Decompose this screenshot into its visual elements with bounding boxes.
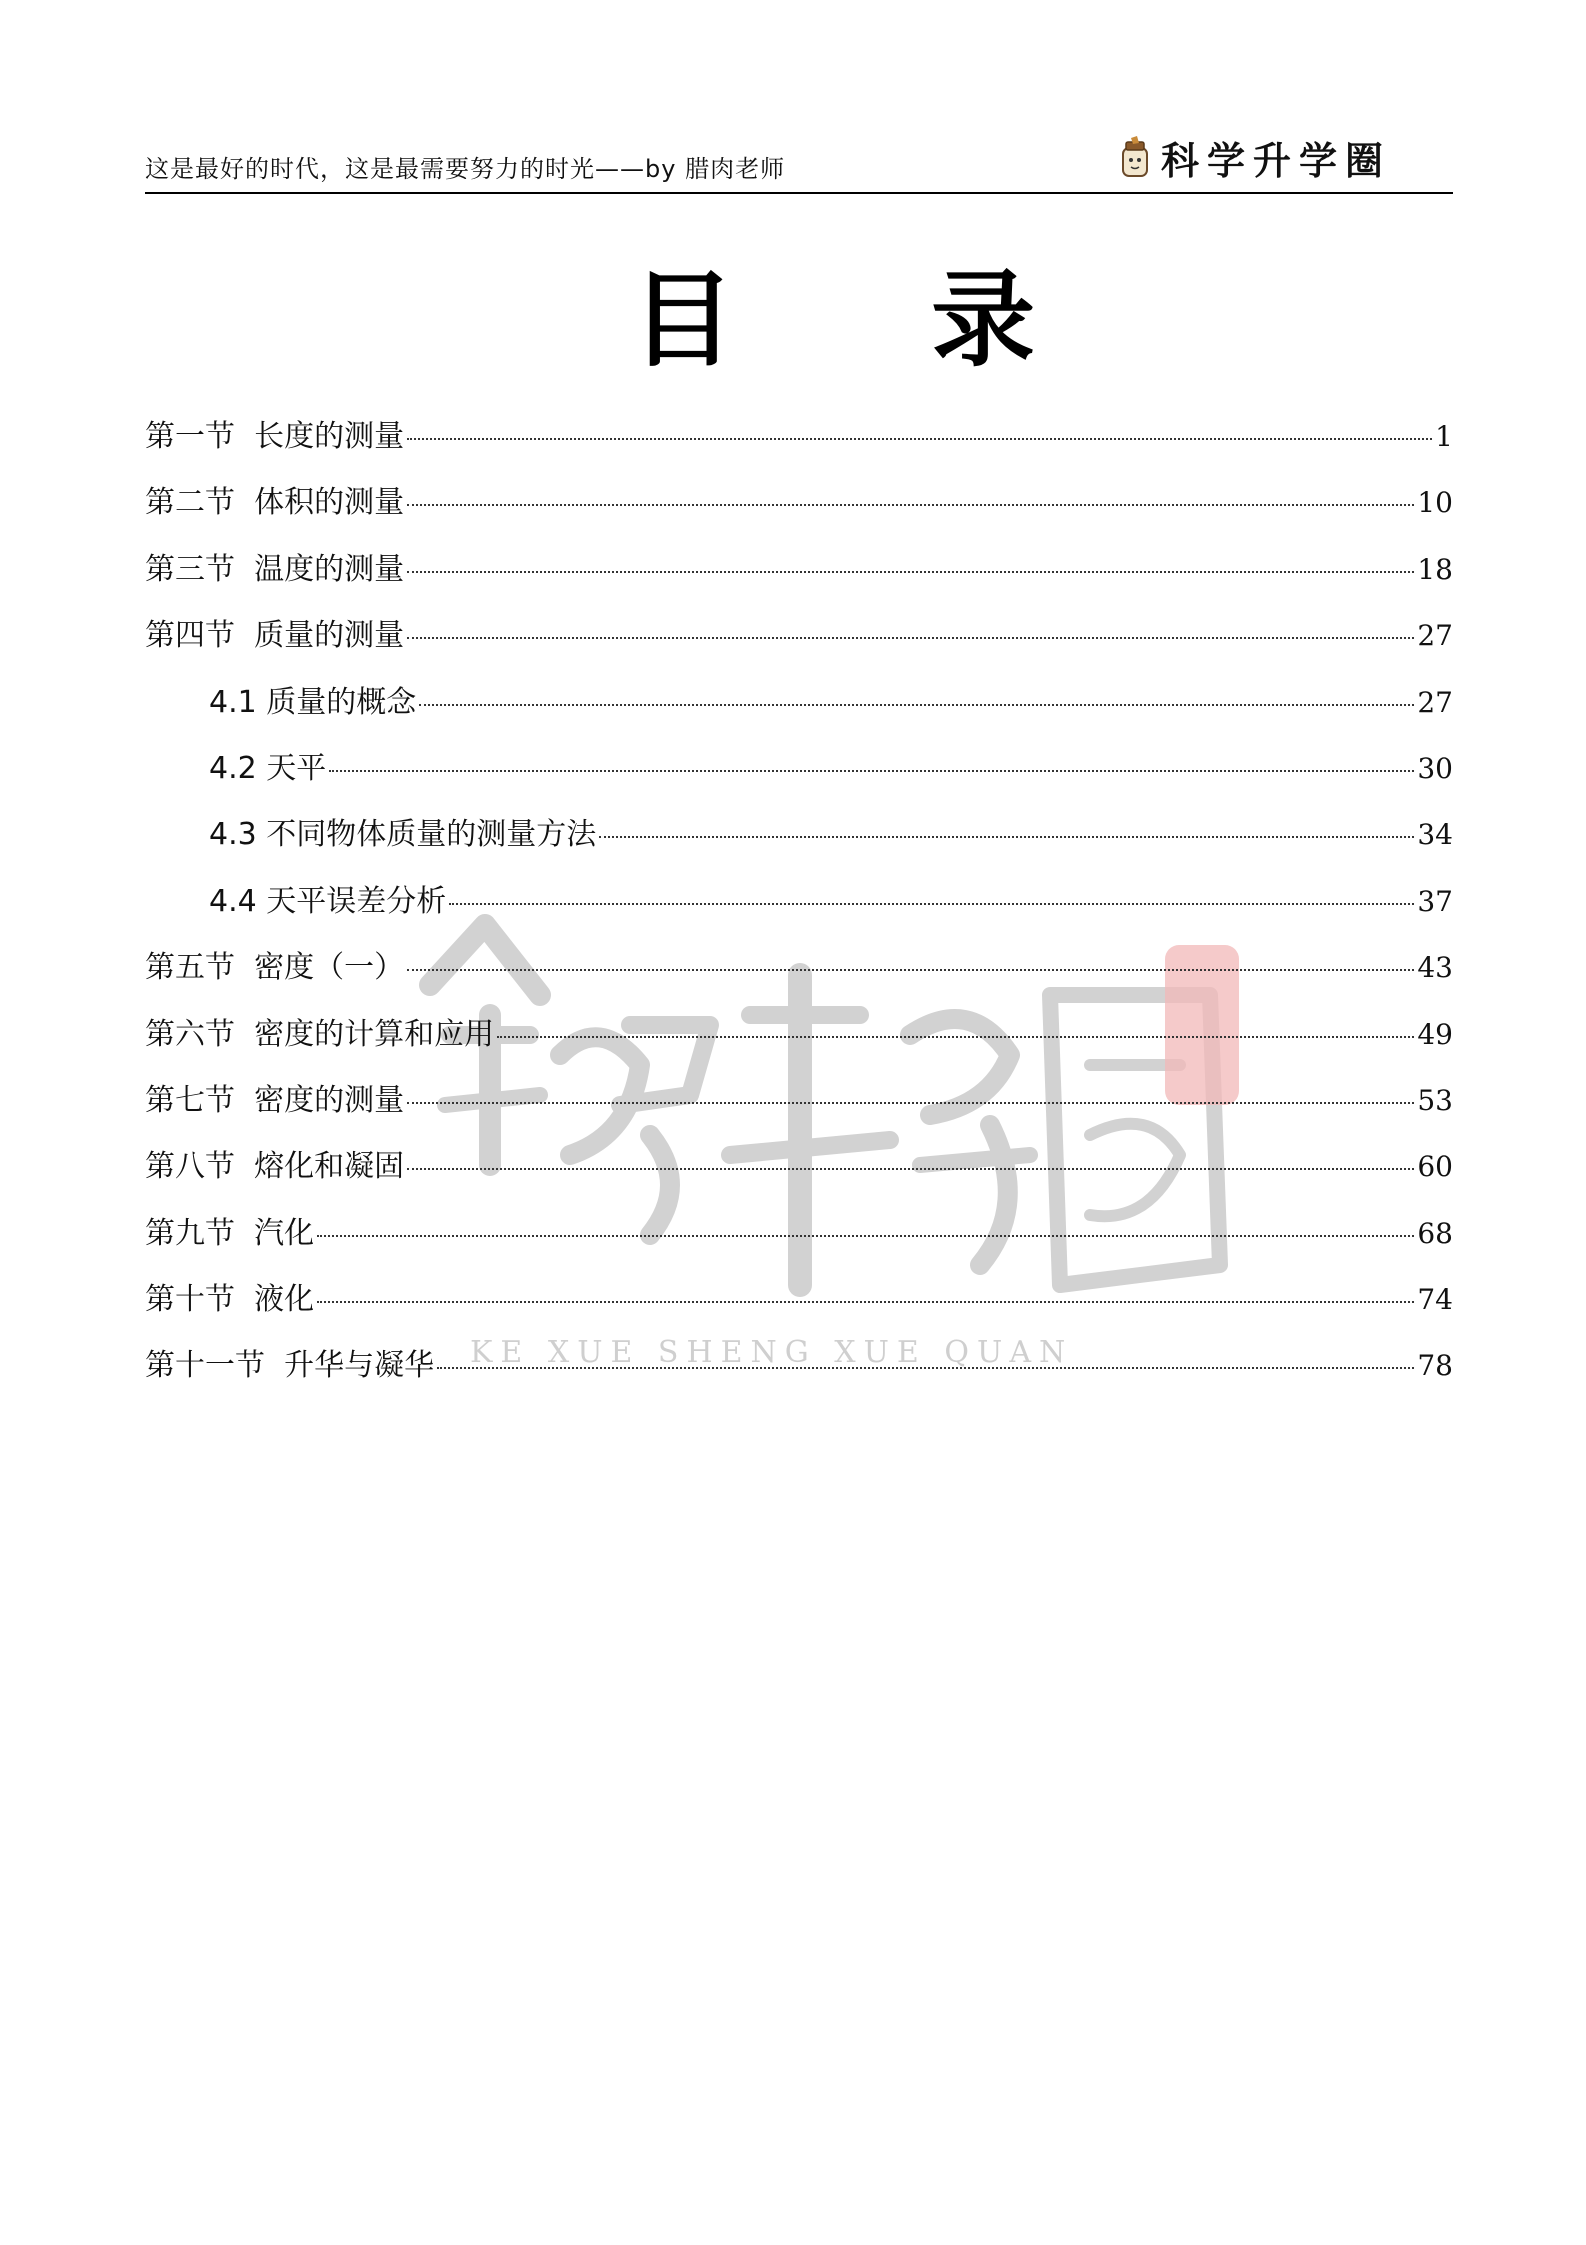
toc-entry-page-number: 37 <box>1417 884 1453 918</box>
toc-dot-leader <box>407 1101 1414 1104</box>
toc-section-entry[interactable] <box>145 478 1453 544</box>
toc-entry-label: 第二节 体积的测量 <box>145 485 405 521</box>
toc-subsection-entry[interactable] <box>145 877 1453 943</box>
toc-entry-page-number: 10 <box>1417 486 1453 520</box>
toc-entry-page-number: 53 <box>1417 1083 1453 1117</box>
toc-entry-page-number: 49 <box>1417 1017 1453 1051</box>
toc-section-entry[interactable] <box>145 1209 1453 1275</box>
toc-entry-page-number: 27 <box>1417 685 1453 719</box>
toc-entry-label: 4.2 天平 <box>209 750 327 786</box>
toc-entry-label: 第三节 温度的测量 <box>145 551 405 587</box>
toc-dot-leader <box>497 1035 1414 1038</box>
toc-dot-leader <box>329 769 1414 772</box>
toc-entry-label: 第九节 汽化 <box>145 1215 315 1251</box>
toc-entry-label: 4.4 天平误差分析 <box>209 883 447 919</box>
toc-dot-leader <box>407 968 1414 971</box>
toc-entry-label: 第十一节 升华与凝华 <box>145 1348 435 1384</box>
toc-dot-leader <box>407 503 1414 506</box>
toc-entry-label: 第四节 质量的测量 <box>145 618 405 654</box>
toc-dot-leader <box>317 1300 1414 1303</box>
toc-entry-page-number: 30 <box>1417 751 1453 785</box>
toc-section-entry[interactable] <box>145 1076 1453 1142</box>
toc-section-entry[interactable] <box>145 943 1453 1009</box>
toc-dot-leader <box>419 703 1414 706</box>
toc-entry-page-number: 68 <box>1417 1216 1453 1250</box>
toc-dot-leader <box>449 902 1414 905</box>
toc-dot-leader <box>407 570 1414 573</box>
toc-subsection-entry[interactable] <box>145 810 1453 876</box>
header-brand <box>1117 136 1391 183</box>
watermark-romanized-text: KE XUE SHENG XUE QUAN <box>470 1335 1074 1370</box>
toc-entry-label: 4.3 不同物体质量的测量方法 <box>209 817 597 853</box>
toc-entry-page-number: 74 <box>1417 1283 1453 1317</box>
toc-entry-label: 第六节 密度的计算和应用 <box>145 1016 495 1052</box>
brand-name: 科学升学圈 <box>1160 139 1391 183</box>
toc-section-entry[interactable] <box>145 412 1453 478</box>
toc-dot-leader <box>437 1366 1414 1369</box>
toc-section-entry[interactable] <box>145 611 1453 677</box>
toc-entry-label: 第十节 液化 <box>145 1282 315 1318</box>
toc-entry-page-number: 1 <box>1435 420 1453 453</box>
toc-dot-leader <box>407 437 1432 440</box>
toc-subsection-entry[interactable] <box>145 744 1453 810</box>
toc-section-entry[interactable] <box>145 545 1453 611</box>
toc-entry-label: 第五节 密度（一） <box>145 950 405 986</box>
toc-entry-label: 第一节 长度的测量 <box>145 419 405 454</box>
toc-entry-label: 第七节 密度的测量 <box>145 1082 405 1118</box>
page-header <box>145 110 1453 194</box>
toc-entry-page-number: 18 <box>1417 552 1453 586</box>
toc-entry-page-number: 78 <box>1417 1349 1453 1383</box>
page-title: 目 录 <box>630 259 1116 381</box>
toc-dot-leader <box>599 835 1414 838</box>
toc-dot-leader <box>407 636 1414 639</box>
table-of-contents <box>145 412 1453 1408</box>
jar-mascot-icon <box>1117 136 1153 180</box>
toc-section-entry[interactable] <box>145 1142 1453 1208</box>
toc-section-entry[interactable] <box>145 1010 1453 1076</box>
toc-entry-page-number: 27 <box>1417 619 1453 653</box>
toc-entry-label: 第八节 熔化和凝固 <box>145 1149 405 1185</box>
toc-entry-page-number: 60 <box>1417 1150 1453 1184</box>
toc-subsection-entry[interactable] <box>145 678 1453 744</box>
toc-dot-leader <box>407 1167 1414 1170</box>
toc-entry-label: 4.1 质量的概念 <box>209 684 417 720</box>
header-motto: 这是最好的时代，这是最需要努力的时光——by 腊肉老师 <box>145 155 786 183</box>
toc-entry-page-number: 43 <box>1417 951 1453 985</box>
toc-section-entry[interactable] <box>145 1341 1453 1407</box>
toc-dot-leader <box>317 1234 1414 1237</box>
toc-section-entry[interactable] <box>145 1275 1453 1341</box>
toc-entry-page-number: 34 <box>1417 818 1453 852</box>
